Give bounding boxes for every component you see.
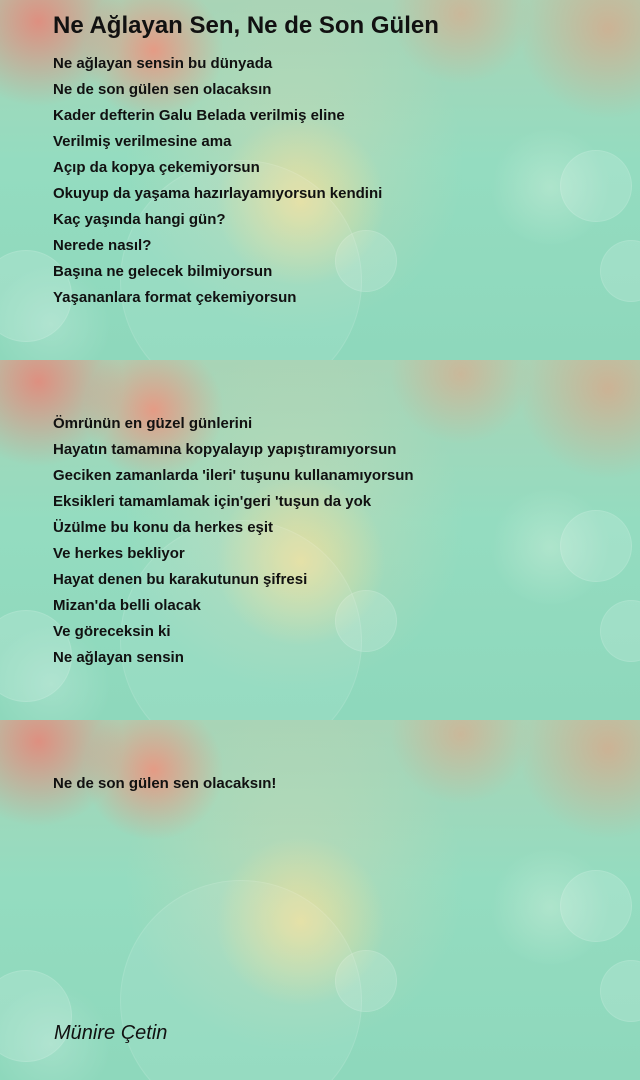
poem-line: Nerede nasıl? [53, 237, 152, 254]
bokeh-bubble [0, 970, 72, 1062]
poem-line: Üzülme bu konu da herkes eşit [53, 519, 274, 536]
poem-line: Mizan'da belli olacak [53, 597, 201, 614]
poem-line: Kaç yaşında hangi gün? [53, 211, 226, 228]
stanza-1 [53, 51, 382, 311]
poem-line: Verilmiş verilmesine ama [53, 133, 232, 150]
poem-author: Münire Çetin [54, 1022, 168, 1044]
poem-line: Açıp da kopya çekemiyorsun [53, 159, 260, 176]
bokeh-bubble [600, 240, 640, 302]
poem-line: Ömrünün en güzel günlerini [53, 415, 253, 432]
stanza-2 [53, 411, 414, 671]
poem-line: Geciken zamanlarda 'ileri' tuşunu kullanamıyorsun [53, 467, 414, 484]
poem-line: Okuyup da yaşama hazırlayamıyorsun kendini [53, 185, 383, 202]
poem-line: Hayat denen bu karakutunun şifresi [53, 571, 308, 588]
poem-title: Ne Ağlayan Sen, Ne de Son Gülen [53, 12, 439, 39]
poem-panel-1 [0, 0, 640, 360]
poem-line: Kader defterin Galu Belada verilmiş eline [53, 107, 345, 124]
poem-line: Ne ağlayan sensin bu dünyada [53, 55, 273, 72]
poem-line: Hayatın tamamına kopyalayıp yapıştıramıyorsun [53, 441, 397, 458]
poem-line: Eksikleri tamamlamak için'geri 'tuşun da yok [53, 493, 372, 510]
bokeh-bubble [560, 870, 632, 942]
bokeh-bubble [120, 880, 362, 1080]
poem-panel-2 [0, 360, 640, 720]
bokeh-bubble [560, 150, 632, 222]
poem-line: Ne de son gülen sen olacaksın [53, 81, 272, 98]
poem-panel-3 [0, 720, 640, 1080]
bokeh-bubble [560, 510, 632, 582]
poem-line: Ve herkes bekliyor [53, 545, 185, 562]
poem-line: Ne ağlayan sensin [53, 649, 184, 666]
poem-line: Başına ne gelecek bilmiyorsun [53, 263, 273, 280]
bokeh-bubble [600, 600, 640, 662]
bokeh-bubble [600, 960, 640, 1022]
poem-line: Yaşananlara format çekemiyorsun [53, 289, 297, 306]
stanza-3 [53, 771, 276, 797]
poem-line: Ve göreceksin ki [53, 623, 171, 640]
poem-line: Ne de son gülen sen olacaksın! [53, 775, 277, 792]
